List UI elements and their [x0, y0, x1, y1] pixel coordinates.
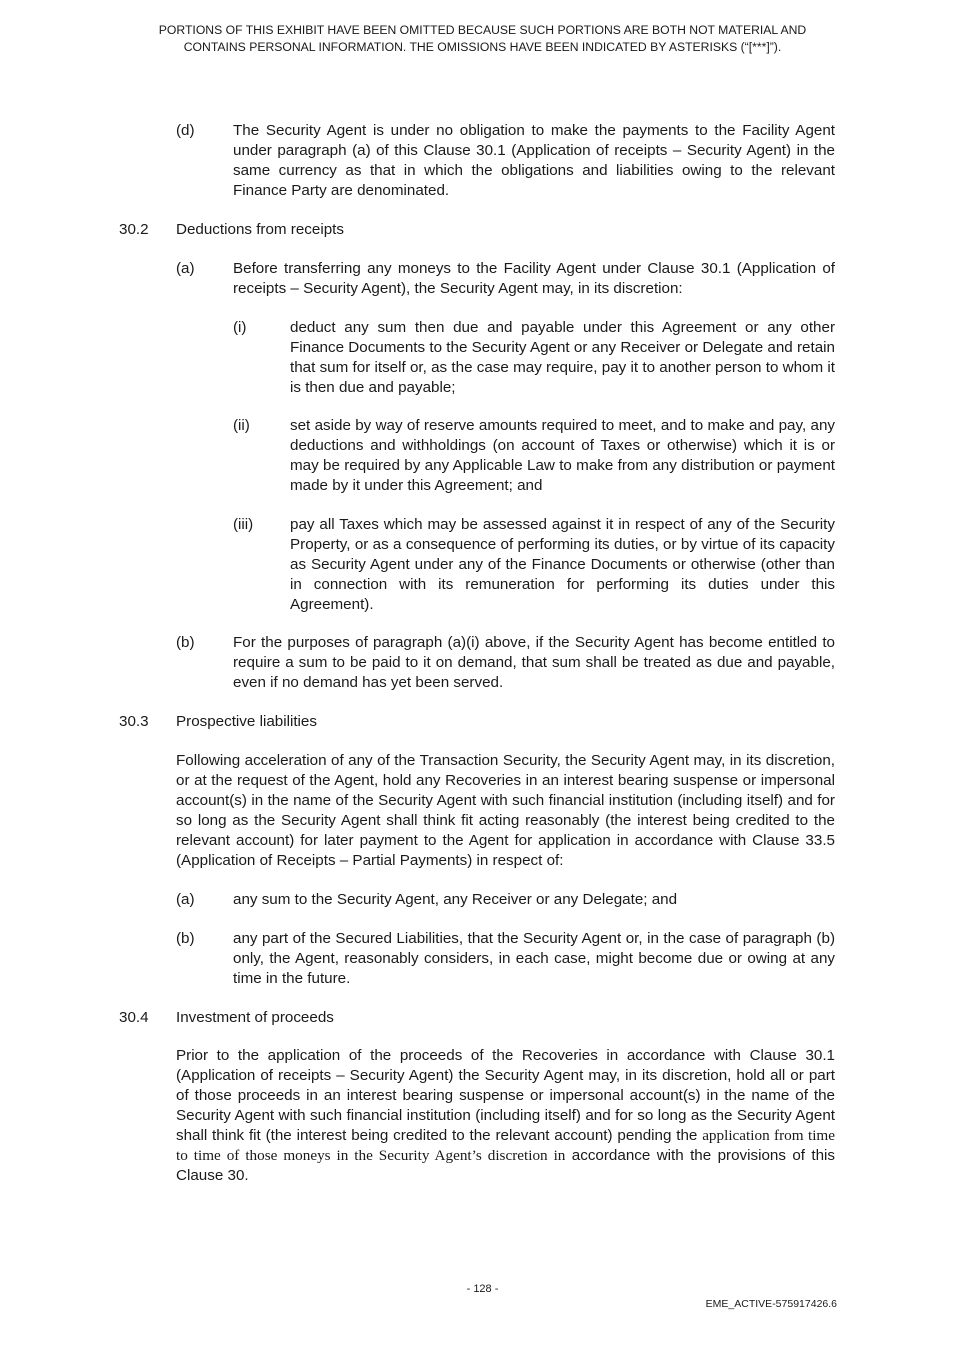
section-30-3-heading: Prospective liabilities: [176, 713, 317, 730]
s30-4-text: [176, 1046, 835, 1186]
s30-2-a-label: (a): [176, 260, 195, 277]
document-reference: EME_ACTIVE-575917426.6: [705, 1298, 837, 1310]
section-30-4-heading: Investment of proceeds: [176, 1009, 334, 1026]
s30-3-b-text: any part of the Secured Liabilities, that the Security Agent or, in the case of paragraph (b) only, the Agent, reasonably considers, in each case, might become due or owing at any time in the future.: [233, 930, 835, 987]
section-30-4-number: 30.4: [119, 1009, 149, 1026]
s30-2-b-label: (b): [176, 634, 195, 651]
s30-2-iii-text: pay all Taxes which may be assessed against it in respect of any of the Security Property, or as a consequence of performing its duties, or by virtue of its capacity as Security Agent under any of the Finance Documents or otherwise (other than in connection with its remuneration for performing its duties under this Agreement).: [290, 516, 835, 613]
section-30-2-number: 30.2: [119, 221, 149, 238]
para-d-label: (d): [176, 122, 195, 139]
s30-2-a-text: Before transferring any moneys to the Facility Agent under Clause 30.1 (Application of receipts – Security Agent), the Security Agent may, in its discretion:: [233, 260, 835, 297]
s30-2-i-label: (i): [233, 319, 247, 336]
para-d-text: The Security Agent is under no obligation to make the payments to the Facility Agent under paragraph (a) of this Clause 30.1 (Application of receipts – Security Agent) in the same currency as that in which the obligations and liabilities owing to the relevant Finance Party are denominated.: [233, 122, 835, 199]
header-line-1: PORTIONS OF THIS EXHIBIT HAVE BEEN OMITTED BECAUSE SUCH PORTIONS ARE BOTH NOT MATERIAL AND: [158, 23, 807, 37]
page-number: - 128 -: [466, 1283, 499, 1295]
s30-4-text-part2: application from time to time of those moneys in the Security Agent’s discretion in: [176, 1127, 835, 1164]
s30-2-ii-label: (ii): [233, 417, 250, 434]
s30-2-iii-label: (iii): [233, 516, 254, 533]
s30-4-text-part3: accordance with the provisions of this Clause 30.: [176, 1147, 835, 1184]
s30-2-i-text: deduct any sum then due and payable under this Agreement or any other Finance Documents to the Security Agent or any Receiver or Delegate and retain that sum for itself or, as the case may require, pay it to another person to whom it is then due and payable;: [290, 319, 835, 396]
s30-2-b-text: For the purposes of paragraph (a)(i) above, if the Security Agent has become entitled to require a sum to be paid to it on demand, that sum shall be treated as due and payable, even if no demand has yet been served.: [233, 634, 835, 691]
header-line-2: CONTAINS PERSONAL INFORMATION. THE OMISSIONS HAVE BEEN INDICATED BY ASTERISKS (“[***]”).: [183, 40, 782, 54]
s30-2-ii-text: set aside by way of reserve amounts required to meet, and to make and pay, any deductions and withholdings (on account of Taxes or otherwise) which it is or may be required by any Applicable Law to make from any distribution or payment made by it under this Agreement; and: [290, 417, 835, 494]
s30-3-a-label: (a): [176, 891, 195, 908]
exhibit-header: [110, 22, 855, 56]
s30-3-intro: Following acceleration of any of the Transaction Security, the Security Agent may, in its discretion, or at the request of the Agent, hold any Recoveries in an interest bearing suspense or impersonal account(s) in the name of the Security Agent with such financial institution (including itself) and for so long as the Security Agent shall think fit acting reasonably (the interest being credited to the relevant account) for later payment to the Agent for application in accordance with Clause 33.5 (Application of Receipts – Partial Payments) in respect of:: [176, 752, 835, 869]
section-30-2-heading: Deductions from receipts: [176, 221, 344, 238]
section-30-3-number: 30.3: [119, 713, 149, 730]
s30-3-b-label: (b): [176, 930, 195, 947]
s30-4-text-part1: Prior to the application of the proceeds of the Recoveries in accordance with Clause 30.1 (Application of receipts – Security Agent) the Security Agent may, in its discretion, hold all or part of those proceeds in an interest bearing suspense or impersonal account(s) in the name of the Security Agent with such financial institution (including itself) and for so long as the Security Agent shall think fit (the interest being credited to the relevant account) pending the: [176, 1047, 835, 1144]
s30-3-a-text: any sum to the Security Agent, any Receiver or any Delegate; and: [233, 891, 678, 908]
